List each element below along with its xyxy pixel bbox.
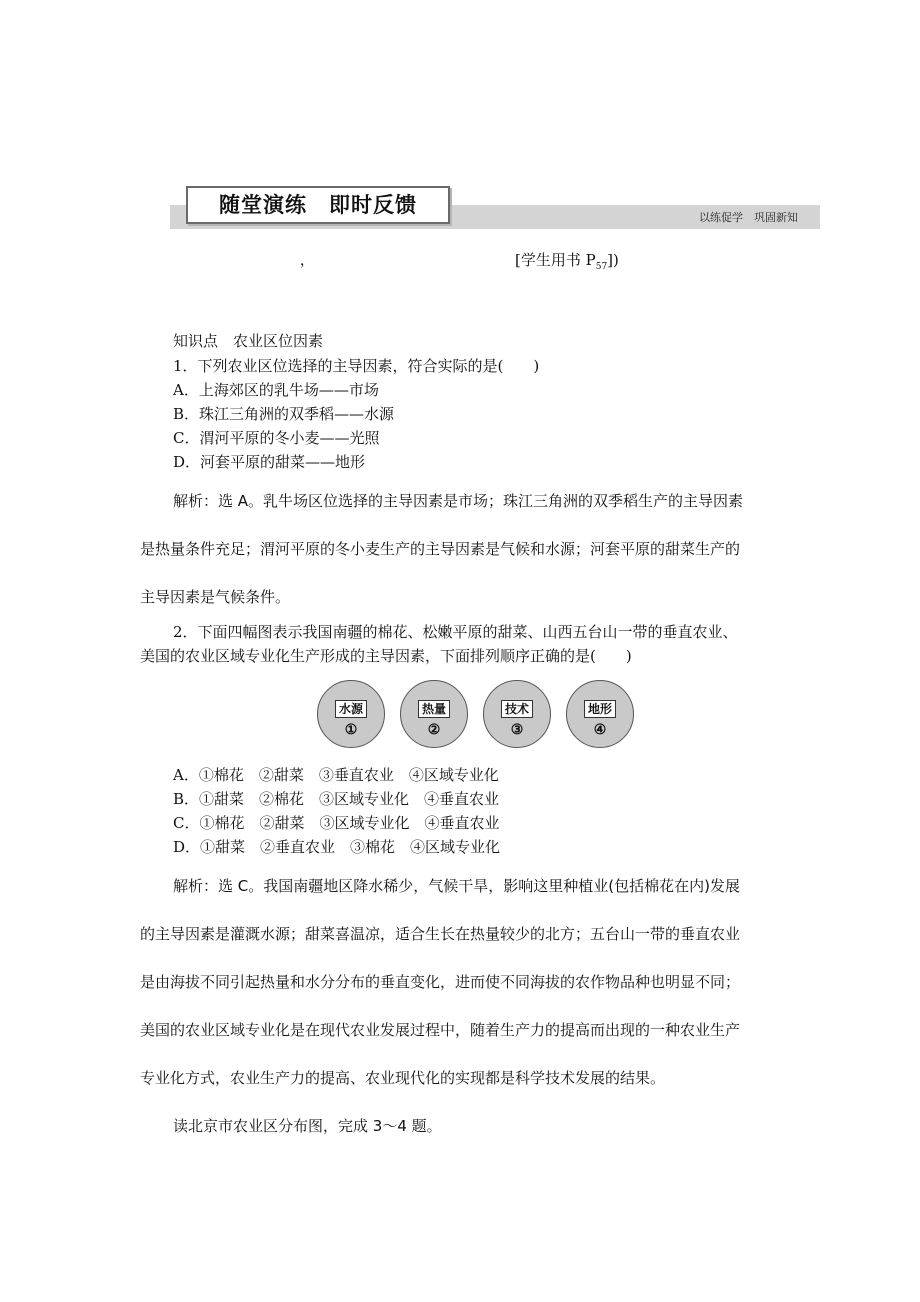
book-reference — [515, 249, 619, 272]
book-reference-suffix: ]) — [607, 251, 619, 269]
q2-analysis-line-3: 是由海拔不同引起热量和水分分布的垂直变化，进而使不同海拔的农作物品种也明显不同； — [140, 973, 741, 991]
q1-analysis-line-1: 解析：选 A。乳牛场区位选择的主导因素是市场；珠江三角洲的双季稻生产的主导因素 — [173, 492, 744, 510]
factor-label-water: 水源 — [335, 700, 367, 718]
q2-stem-line-2: 美国的农业区域专业化生产形成的主导因素，下面排列顺序正确的是( ) — [140, 647, 632, 665]
stray-comma: ， — [300, 253, 314, 269]
factor-label-technology: 技术 — [501, 700, 533, 718]
section-banner-title: 随堂演练 即时反馈 — [186, 186, 450, 224]
q2-option-c: C．①棉花 ②甜菜 ③区域专业化 ④垂直农业 — [173, 814, 500, 832]
q2-analysis-line-5: 专业化方式，农业生产力的提高、农业现代化的实现都是科学技术发展的结果。 — [140, 1069, 666, 1087]
q1-analysis-line-2: 是热量条件充足；渭河平原的冬小麦生产的主导因素是气候和水源；河套平原的甜菜生产的 — [140, 540, 741, 558]
q1-option-c: C．渭河平原的冬小麦——光照 — [173, 429, 380, 447]
q2-option-b: B．①甜菜 ②棉花 ③区域专业化 ④垂直农业 — [173, 790, 500, 808]
factor-label-terrain: 地形 — [584, 700, 616, 718]
q1-option-d: D．河套平原的甜菜——地形 — [173, 453, 366, 471]
section-banner-subtitle: 以练促学 巩固新知 — [699, 211, 798, 224]
factor-number-2: ② — [427, 722, 441, 738]
factor-circle-water — [317, 680, 385, 748]
q1-option-b: B．珠江三角洲的双季稻——水源 — [173, 405, 395, 423]
q2-option-d: D．①甜菜 ②垂直农业 ③棉花 ④区域专业化 — [173, 838, 501, 856]
factor-circle-technology — [483, 680, 551, 748]
knowledge-point-topic: 农业区位因素 — [233, 332, 324, 350]
book-reference-prefix: [学生用书 P — [515, 251, 596, 269]
q1-analysis-line-3: 主导因素是气候条件。 — [140, 588, 291, 606]
q34-intro: 读北京市农业区分布图，完成 3～4 题。 — [173, 1117, 442, 1135]
q2-option-a: A．①棉花 ②甜菜 ③垂直农业 ④区域专业化 — [173, 766, 499, 784]
q2-stem-line-1: 2．下面四幅图表示我国南疆的棉花、松嫩平原的甜菜、山西五台山一带的垂直农业、 — [173, 623, 738, 641]
factor-label-heat: 热量 — [418, 700, 450, 718]
q2-analysis-line-4: 美国的农业区域专业化是在现代农业发展过程中，随着生产力的提高而出现的一种农业生产 — [140, 1021, 741, 1039]
factor-circle-terrain — [566, 680, 634, 748]
book-reference-page: 57 — [595, 262, 608, 272]
knowledge-point-heading — [173, 330, 323, 351]
factor-number-1: ① — [344, 722, 358, 738]
factor-circle-heat — [400, 680, 468, 748]
factor-number-3: ③ — [510, 722, 524, 738]
factor-number-4: ④ — [593, 722, 607, 738]
q1-stem: 1．下列农业区位选择的主导因素，符合实际的是( ) — [173, 357, 540, 375]
q1-option-a: A．上海郊区的乳牛场——市场 — [173, 381, 379, 399]
q2-analysis-line-2: 的主导因素是灌溉水源；甜菜喜温凉，适合生长在热量较少的北方；五台山一带的垂直农业 — [140, 925, 741, 943]
q2-analysis-line-1: 解析：选 C。我国南疆地区降水稀少，气候干旱，影响这里种植业(包括棉花在内)发展 — [173, 877, 740, 895]
knowledge-point-label: 知识点 — [173, 332, 219, 350]
